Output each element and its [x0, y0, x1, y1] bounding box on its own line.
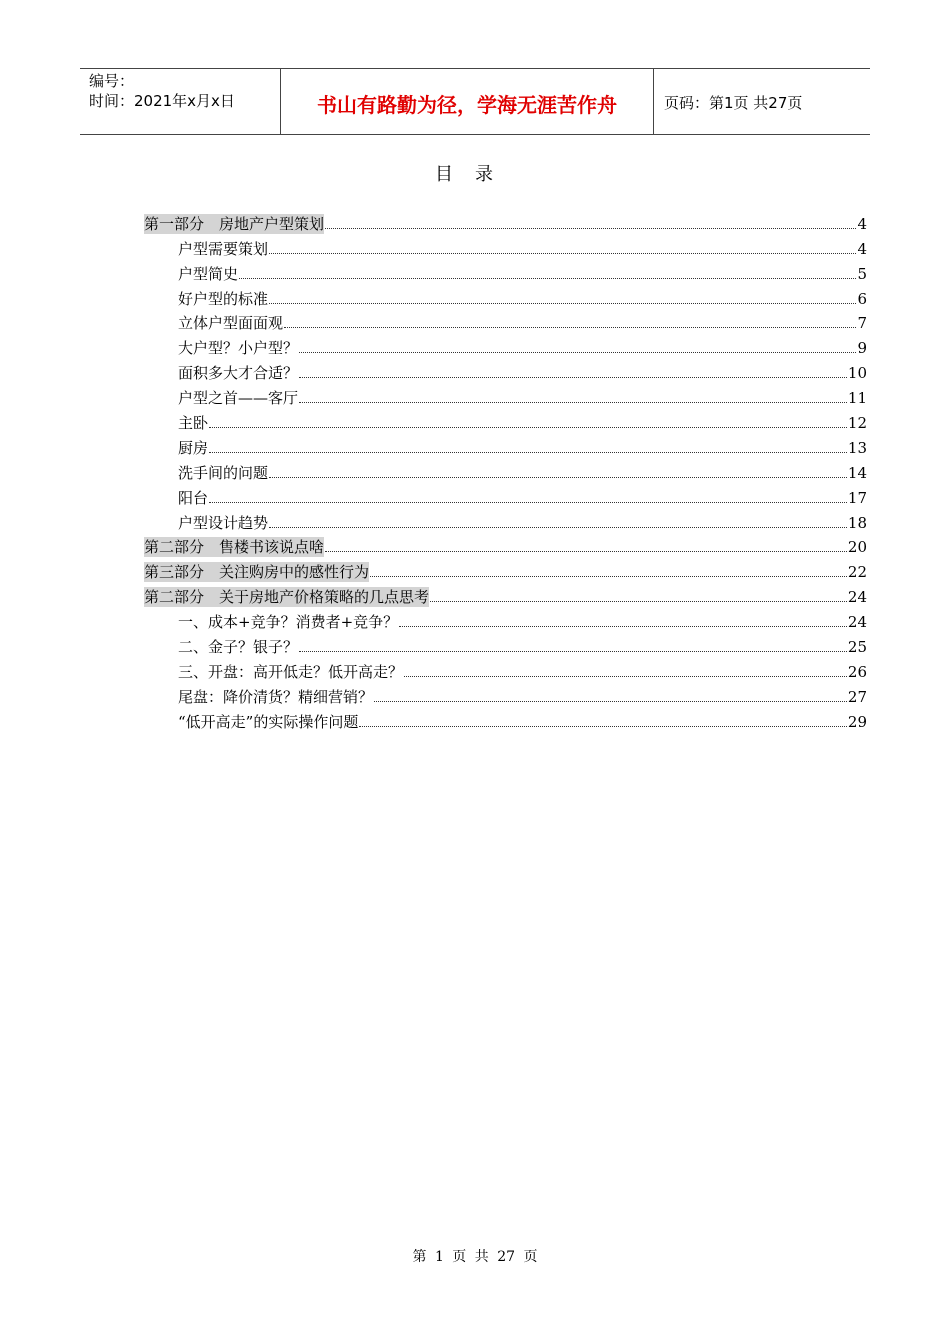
toc-leader-dots — [284, 327, 856, 328]
toc-leader-dots — [359, 726, 847, 727]
toc-entry-label: 第二部分 关于房地产价格策略的几点思考 — [144, 588, 430, 607]
table-of-contents — [144, 209, 867, 732]
toc-entry-page: 14 — [847, 463, 867, 482]
toc-entry-label: 尾盘：降价清货？精细营销？ — [178, 687, 374, 706]
toc-entry-page: 25 — [847, 638, 867, 657]
toc-leader-dots — [269, 253, 856, 254]
toc-entry-label: 第一部分 房地产户型策划 — [144, 214, 325, 233]
toc-entry[interactable] — [144, 309, 867, 334]
toc-part-entry[interactable] — [144, 582, 867, 607]
time-label: 时间：2021年x月x日 — [89, 92, 235, 110]
toc-entry-page: 4 — [857, 214, 867, 233]
toc-entry-label: 第二部分 售楼书该说点啥 — [144, 538, 325, 557]
toc-entry-page: 5 — [857, 264, 867, 283]
toc-entry[interactable] — [144, 358, 867, 383]
toc-entry[interactable] — [144, 284, 867, 309]
toc-entry-page: 24 — [847, 613, 867, 632]
header-meta — [80, 69, 281, 134]
toc-entry-page: 26 — [847, 662, 867, 681]
header-motto: 书山有路勤为径，学海无涯苦作舟 — [281, 69, 654, 134]
toc-entry-page: 6 — [857, 289, 867, 308]
toc-entry-label: 户型之首——客厅 — [178, 389, 299, 408]
toc-entry-label: 三、开盘：高开低走？低开高走？ — [178, 662, 404, 681]
toc-entry-page: 9 — [857, 339, 867, 358]
toc-entry-page: 22 — [847, 563, 867, 582]
toc-entry-page: 27 — [847, 687, 867, 706]
toc-entry-page: 17 — [847, 488, 867, 507]
toc-entry[interactable] — [144, 607, 867, 632]
toc-leader-dots — [374, 701, 847, 702]
toc-part-entry[interactable] — [144, 209, 867, 234]
toc-leader-dots — [404, 676, 847, 677]
toc-entry[interactable] — [144, 508, 867, 533]
toc-entry-page: 24 — [847, 588, 867, 607]
toc-leader-dots — [299, 377, 847, 378]
toc-entry-page: 20 — [847, 538, 867, 557]
toc-entry-label: 好户型的标准 — [178, 289, 269, 308]
toc-entry-label: 户型需要策划 — [178, 239, 269, 258]
toc-entry[interactable] — [144, 234, 867, 259]
toc-entry-label: 一、成本+竞争？消费者+竞争？ — [178, 613, 399, 632]
toc-part-entry[interactable] — [144, 557, 867, 582]
toc-leader-dots — [269, 477, 847, 478]
toc-entry-label: 大户型？小户型？ — [178, 339, 299, 358]
toc-leader-dots — [325, 228, 856, 229]
toc-entry-page: 29 — [847, 712, 867, 731]
toc-entry-label: 户型设计趋势 — [178, 513, 269, 532]
toc-entry[interactable] — [144, 657, 867, 682]
toc-entry-label: 二、金子？银子？ — [178, 638, 299, 657]
toc-entry[interactable] — [144, 458, 867, 483]
toc-entry[interactable] — [144, 433, 867, 458]
toc-entry[interactable] — [144, 707, 867, 732]
header-page-info: 页码：第1页 共27页 — [664, 94, 803, 112]
toc-leader-dots — [299, 651, 847, 652]
toc-leader-dots — [430, 601, 847, 602]
toc-entry-label: 面积多大才合适？ — [178, 364, 299, 383]
page-header — [80, 68, 870, 135]
toc-entry-label: “低开高走”的实际操作问题 — [178, 712, 359, 731]
toc-leader-dots — [325, 551, 847, 552]
code-label: 编号： — [89, 72, 135, 90]
toc-part-entry[interactable] — [144, 533, 867, 558]
toc-entry-page: 13 — [847, 438, 867, 457]
toc-entry-page: 4 — [857, 239, 867, 258]
toc-entry-label: 第三部分 关注购房中的感性行为 — [144, 563, 370, 582]
toc-entry-label: 户型简史 — [178, 264, 239, 283]
toc-entry[interactable] — [144, 383, 867, 408]
toc-leader-dots — [299, 402, 847, 403]
toc-leader-dots — [269, 303, 856, 304]
toc-leader-dots — [370, 576, 847, 577]
toc-entry[interactable] — [144, 408, 867, 433]
page-footer: 第 1 页 共 27 页 — [412, 1249, 538, 1265]
toc-leader-dots — [239, 278, 856, 279]
toc-leader-dots — [299, 352, 856, 353]
toc-entry-label: 厨房 — [178, 438, 209, 457]
toc-leader-dots — [209, 427, 847, 428]
toc-leader-dots — [269, 527, 847, 528]
toc-entry-label: 主卧 — [178, 414, 209, 433]
toc-leader-dots — [209, 452, 847, 453]
toc-entry[interactable] — [144, 483, 867, 508]
toc-entry[interactable] — [144, 259, 867, 284]
toc-entry-page: 18 — [847, 513, 867, 532]
toc-entry-page: 10 — [847, 364, 867, 383]
toc-entry[interactable] — [144, 333, 867, 358]
toc-leader-dots — [399, 626, 847, 627]
toc-entry-page: 11 — [847, 389, 867, 408]
toc-entry-label: 立体户型面面观 — [178, 314, 284, 333]
toc-entry-label: 洗手间的问题 — [178, 463, 269, 482]
toc-title: 目录 — [435, 164, 515, 185]
toc-leader-dots — [209, 502, 847, 503]
toc-entry[interactable] — [144, 632, 867, 657]
toc-entry-label: 阳台 — [178, 488, 209, 507]
toc-entry-page: 12 — [847, 414, 867, 433]
toc-entry-page: 7 — [857, 314, 867, 333]
toc-entry[interactable] — [144, 682, 867, 707]
